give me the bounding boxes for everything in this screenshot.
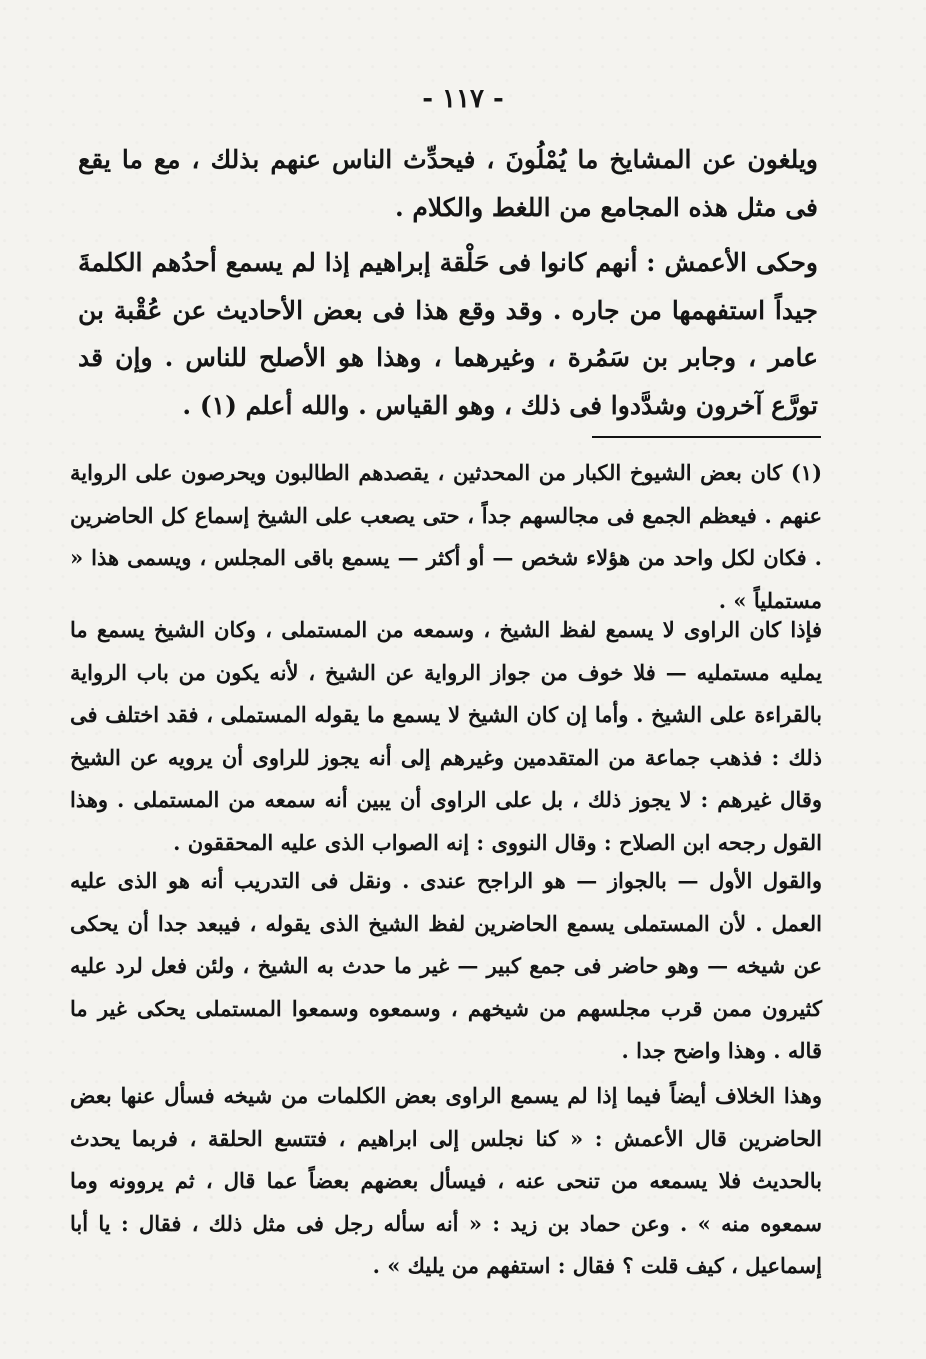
main-paragraph-1: ويلغون عن المشايخ ما يُمْلُونَ ، فيحدِّث الناس عنهم بذلك ، مع ما يقع فى مثل هذه المجامع من اللغط والكلام . bbox=[78, 145, 818, 222]
footnote-paragraph-2: فإذا كان الراوى لا يسمع لفظ الشيخ ، وسمعه من المستملى ، وكان الشيخ يسمع ما يمليه مستمليه — فلا خوف من جواز الرواية عن الشيخ ، لأنه يكون من باب الرواية بالقراءة على الشيخ . وأما إن كان الشيخ لا يسمع ما يقوله المستملى ، فقد اختلف فى ذلك : فذهب جماعة من المتقدمين وغيرهم إلى أنه يجوز للراوى أن يرويه عن الشيخ وقال غيرهم : لا يجوز ذلك ، بل على الراوى أن يبين أنه سمعه من المستملى . وهذا القول رجحه ابن الصلاح : وقال النووى : إنه الصواب الذى عليه المحققون . bbox=[70, 617, 822, 855]
footnote-paragraph-4: وهذا الخلاف أيضاً فيما إذا لم يسمع الراوى بعض الكلمات من شيخه فسأل عنها بعض الحاضرين قال الأعمش : « كنا نجلس إلى ابراهيم ، فتتسع الحلقة ، فربما يحدث بالحديث فلا يسمعه من تنحى عنه ، فيسأل بعضهم بعضاً عما قال ، ثم يروونه وما سمعوه منه » . وعن حماد بن زيد : « أنه سأله رجل فى مثل ذلك ، فقال : يا أبا إسماعيل ، كيف قلت ؟ فقال : استفهم من يليك » . bbox=[70, 1083, 823, 1279]
page-number: - ١١٧ - bbox=[422, 84, 504, 114]
main-paragraph-2: وحكى الأعمش : أنهم كانوا فى حَلْقة إبراهيم إذا لم يسمع أحدُهم الكلمةَ جيداً استفهمها من جاره . وقد وقع هذا فى بعض الأحاديث عن عُقْبة بن عامر ، وجابر بن سَمُرة ، وغيرهما ، وهذا هو الأصلح للناس . وإن قد تورَّع آخرون وشدَّدوا فى ذلك ، وهو القياس . والله أعلم (١) . bbox=[78, 248, 818, 420]
footnote-paragraph-1: (١) كان بعض الشيوخ الكبار من المحدثين ، يقصدهم الطالبون ويحرصون على الرواية عنهم . فيعظم الجمع فى مجالسهم جداً ، حتى يصعب على الشيخ إسماع كل الحاضرين . فكان لكل واحد من هؤلاء شخص — أو أكثر — يسمع باقى المجلس ، ويسمى هذا « مستملياً » . bbox=[70, 460, 822, 613]
footnote-separator bbox=[592, 436, 821, 438]
footnote-paragraph-3: والقول الأول — بالجواز — هو الراجح عندى . ونقل فى التدريب أنه هو الذى عليه العمل . لأن المستملى يسمع الحاضرين لفظ الشيخ الذى يقوله ، فيبعد جدا أن يحكى عن شيخه — وهو حاضر فى جمع كبير — غير ما حدث به الشيخ ، ولئن فعل لرد عليه كثيرون ممن قرب مجلسهم من شيخهم ، وسمعوه وسمعوا المستملى يحكى غير ما قاله . وهذا واضح جدا . bbox=[70, 868, 822, 1064]
